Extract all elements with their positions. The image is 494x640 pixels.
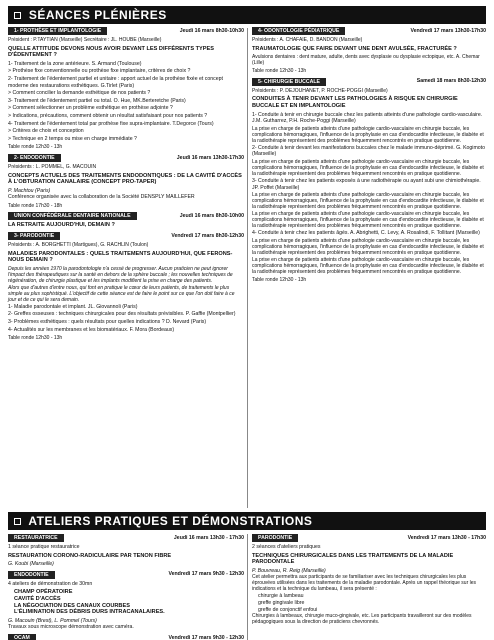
list-item: 1- Conduite à tenir en chirurgie buccale chez les patients atteints d'une pathologie cardio-vasculaire. J.M. Gutharrez, P.H. Roche-Poggi (Marseille)	[252, 111, 483, 125]
left-column	[8, 27, 244, 345]
list-item: > Indications, précautions, comment obtenir un résultat satisfaisant pour nos patients ?	[8, 112, 208, 119]
session-date: Vendredi 17 mars 13h30-17h30	[410, 27, 486, 34]
session-date: Jeudi 16 mars 13h30 - 17h30	[173, 534, 244, 541]
session-author: P. Bouvreau, R. Reig (Marseille)	[252, 567, 326, 574]
session-label: ENDODONTIE	[8, 571, 55, 579]
session-title: CONCEPTS ACTUELS DES TRAITEMENTS ENDODONTIQUES : DE LA CAVITÉ D'ACCÈS À L'OBTURATION CANALAIRE (CONCEPT PRO-TAPER)	[8, 172, 242, 186]
session-date: Vendredi 17 mars 13h30 - 17h30	[407, 534, 486, 541]
session-chirurgie-buccale	[252, 78, 486, 284]
session-paragraph: La prise en charge de patients atteints d'une pathologie cardio-vasculaire en chirurgie buccale, les complications hémorragiques, l'influence de la prophylaxie en cas d'endocardite infectieuse, le diabète et la radiothérapie représentent des problèmes fréquemment rencontrés en pratique quotidienne.	[252, 211, 484, 230]
session-title: MALADIES PARODONTALES : QUELS TRAITEMENTS AUJOURD'HUI, QUE FERONS-NOUS DEMAIN ?	[8, 250, 233, 264]
session-title: TECHNIQUES CHIRURGICALES DANS LES TRAITEMENTS DE LA MALADIE PARODONTALE	[252, 552, 454, 566]
column-divider	[247, 28, 248, 508]
atelier-restauratrice	[8, 534, 244, 568]
list-item: 4- Traitement de l'édentement total par prothèse fixe supra-implantaire. T.Degorce (Tours)	[8, 120, 214, 127]
session-paragraph: La prise en charge de patients atteints d'une pathologie cardio-vasculaire en chirurgie buccale, les complications hémorragiques, l'influence de la prophylaxie en cas d'endocardite infectieuse, le diabète et la radiothérapie représentent des problèmes fréquemment rencontrés en pratique quotidienne.	[252, 256, 484, 275]
session-author: P. Machtou (Paris)	[8, 187, 51, 194]
list-item: 3- Problèmes esthétiques : quels résultats pour quelles indications ? D. Nevard (Paris)	[8, 319, 207, 326]
session-paragraph: Depuis les années 1970 la parodontologie n'a cessé de progresser. Aucun praticien ne peut ignorer l'impact des thérapeutiques sur la santé en dehors de la sphère buccale ; les nouvelles techniques de régénération, de chirurgie plastique et les implants modifient la prise en charge des patients.	[8, 265, 233, 284]
list-item: 1- Maladie parodontale et implant. JL. Giovannoli (Paris)	[8, 303, 138, 310]
session-author: G. Macouin (Brest), L. Pommel (Tours)	[8, 617, 97, 624]
session-note: Conférence organisée avec la collaboration de la Société DENSPLY MAILLEFER	[8, 194, 195, 201]
session-paragraph: Cet atelier permettra aux participants de se familiariser avec les techniques chirurgicales les plus éprouvées utilisées dans les traitements de la maladie parodontale. Après un rappel théorique sur les indications et la technique du lambeau, il sera présenté :	[252, 574, 477, 593]
section-banner-ateliers	[8, 512, 486, 530]
session-line: 4 ateliers de démonstration de 30mn	[8, 580, 93, 587]
table-ronde: Table ronde 12h30 - 13h	[252, 276, 307, 283]
column-divider	[247, 534, 248, 640]
atelier-endodontie	[8, 571, 244, 631]
session-paragraph: La prise en charge de patients atteints d'une pathologie cardio-vasculaire en chirurgie buccale, les complications hémorragiques, l'influence de la prophylaxie en cas d'endocardite infectieuse, le diabète et la radiothérapie représentent des problèmes fréquemment rencontrés en pratique quotidienne.	[252, 158, 484, 177]
banner-title: SÉANCES PLÉNIÈRES	[28, 8, 167, 22]
session-line: 2 séances d'ateliers pratiques	[252, 544, 321, 550]
session-note: Travaux sous microscope démonstration avec caméra.	[8, 624, 134, 631]
list-item: > Prothèse fixe conventionnelle ou prothèse fixe implantaire, critères de choix ?	[8, 68, 191, 75]
list-item: 3- Traitement de l'édentement partiel ou total. O. Hue, MK.Berteretche (Paris)	[8, 97, 186, 104]
bottom-right-column	[252, 534, 486, 628]
session-chairs: Présidents : P. DEJOUHANET, P. ROCHE-POGGI (Marseille)	[252, 87, 388, 94]
session-title: RESTAURATION CORONO-RADICULAIRE PAR TENON FIBRE	[8, 552, 172, 559]
session-date: Vendredi 17 mars 9h30 - 12h30	[168, 571, 244, 578]
session-endodontie	[8, 154, 244, 210]
session-date: Samedi 18 mars 8h30-12h30	[416, 78, 486, 85]
session-paragraph: Avulsions dentaires : dent mature, adulte, dents avec dysplasie ou dysplasie ectopique, etc. A. Chemar (Lille)	[252, 54, 480, 67]
session-note: Chirurgies à lambeaux, chirurgie muco-gingivale, etc. Les participants travailleront sur des modèles pédagogiques sous la direction de praticiens chevronnés.	[252, 613, 472, 626]
session-paragraph: La prise en charge de patients atteints d'une pathologie cardio-vasculaire en chirurgie buccale, les complications hémorragiques, l'influence de la prophylaxie en cas d'endocardite infectieuse, le diabète et la radiothérapie représentent des problèmes fréquemment rencontrés en pratique quotidienne.	[252, 192, 484, 211]
session-line: 1 séance pratique restauratrice	[8, 544, 80, 550]
section-banner-plenary	[8, 6, 486, 24]
session-label: RESTAURATRICE	[8, 534, 64, 542]
session-date: Jeudi 16 mars 8h30-10h30	[179, 27, 244, 34]
session-date: Vendredi 17 mars 8h30-12h30	[171, 232, 244, 239]
session-chairs: Présidents : A. CHAFAIE, D. BANDON (Marseille)	[252, 37, 363, 43]
bottom-left-column	[8, 534, 244, 640]
table-ronde: Table ronde 12h30 - 13h	[8, 144, 63, 151]
session-label: UNION CONFÉDÉRALE DENTAIRE NATIONALE	[8, 212, 137, 220]
session-chairs: Présidents : A. BORGHETTI (Martigues), G. RACHLIN (Toulon)	[8, 242, 149, 249]
session-paragraph: La prise en charge de patients atteints d'une pathologie cardio-vasculaire en chirurgie buccale, les complications hémorragiques, l'influence de la prophylaxie en cas d'endocardite infectieuse, le diabète et la radiothérapie représentent des problèmes fréquemment rencontrés en pratique quotidienne.	[252, 125, 484, 144]
list-item: greffe gingivale libre	[258, 599, 305, 606]
atelier-ocam	[8, 634, 244, 640]
session-paragraph: La prise en charge de patients atteints d'une pathologie cardio-vasculaire en chirurgie buccale, les complications hémorragiques, l'influence de la prophylaxie en cas d'endocardite infectieuse, le diabète et la radiothérapie représentent des problèmes fréquemment rencontrés en pratique quotidienne.	[252, 237, 484, 256]
square-bullet-icon	[14, 518, 21, 525]
session-title: QUELLE ATTITUDE DEVONS NOUS AVOIR DEVANT LES DIFFÉRENTS TYPES D'ÉDENTEMENT ?	[8, 45, 214, 59]
list-item: > Critères de choix et conception	[8, 128, 84, 135]
list-item: 4- Actualités sur les membranes et les biomatériaux. F. Mora (Bordeaux)	[8, 326, 175, 333]
session-date: Jeudi 16 mars 8h30-10h00	[179, 213, 244, 220]
table-ronde: Table ronde 17h30 - 18h	[8, 202, 63, 209]
session-parodontie	[8, 232, 244, 342]
session-title: CONDUITES À TENIR DEVANT LES PATHOLOGIES À RISQUE EN CHIRURGIE BUCCALE ET EN IMPLANTOLOGIE	[252, 96, 458, 109]
list-item: CAVITÉ D'ACCÈS	[14, 595, 61, 602]
list-item: > Comment concilier la demande esthétique de nos patients ?	[8, 90, 151, 97]
session-label: 2- ENDODONTIE	[8, 154, 61, 162]
session-label: 3- PARODONTIE	[8, 232, 60, 240]
session-chairs: Président : P.TAYTIAN (Marseille) Secrétaire : JL. HOUBE (Marseille)	[8, 37, 162, 43]
session-date: Vendredi 17 mars 9h30 - 12h30	[168, 634, 244, 640]
session-prothese	[8, 27, 244, 151]
session-paragraph: Alors que d'autres d'entre nous, qui font en pratique le cœur de leurs patients, de traitements le plus simple au plus sophistiqué. L'objectif de cette séance est de faire le point sur ce que l'on doit faire à ce jour et de ce qui le sera demain.	[8, 284, 235, 303]
session-title: TRAUMATOLOGIE QUE FAIRE DEVANT UNE DENT AVULSÉE, FRACTURÉE ?	[252, 45, 457, 52]
list-item: L'ÉLIMINATION DES DÉBRIS DURS INTRACANALAIRES.	[14, 609, 165, 616]
session-label: OCAM	[8, 634, 36, 640]
session-ucdn	[8, 212, 244, 229]
right-column	[252, 27, 486, 286]
session-title: LA RETRAITE AUJOURD'HUI, DEMAIN ?	[8, 222, 115, 229]
list-item: 2- Greffes osseuses : techniques chirurgicales pour des résultats prévisibles. P. Gaffie (Montpellier)	[8, 311, 236, 318]
list-item: 3- Conduite à tenir chez les patients exposés à une radiothérapie ou ayant subi une chimiothérapie. JP. Poffet (Marseille)	[252, 177, 481, 191]
table-ronde: Table ronde 12h30 - 13h	[252, 68, 307, 75]
list-item: greffe de conjonctif enfoui	[258, 606, 318, 613]
list-item: > Technique en 2 temps ou mise en charge immédiate ?	[8, 135, 137, 142]
session-odontologie-pediatrique	[252, 27, 486, 75]
banner-title: ATELIERS PRATIQUES ET DÉMONSTRATIONS	[28, 514, 313, 528]
list-item: CHAMP OPÉRATOIRE	[14, 589, 73, 596]
table-ronde: Table ronde 12h30 - 13h	[8, 335, 63, 342]
list-item: 4- Conduite à tenir chez les patients âgés. A. Abrighetti, C. Levy, A. Rosalindi, F. Tollitant (Marseille)	[252, 230, 480, 237]
list-item: LA NÉGOCIATION DES CANAUX COURBES	[14, 602, 130, 609]
session-chairs: Présidents : L. POMMEL, G. MACOUIN	[8, 163, 97, 170]
atelier-parodontie	[252, 534, 486, 625]
list-item: > Comment sélectionner un problème esthétique en prothèse adjointe ?	[8, 105, 173, 112]
session-author: G. Koubi (Marseille)	[8, 561, 54, 568]
session-label: 5- CHIRURGIE BUCCALE	[252, 78, 326, 86]
list-item: chirurgie à lambeau	[258, 593, 304, 600]
square-bullet-icon	[14, 12, 21, 19]
list-item: 1- Traitement de la zone antérieure. S. Armand (Toulouse)	[8, 60, 142, 67]
session-label: 4- ODONTOLOGIE PÉDIATRIQUE	[252, 27, 345, 35]
session-date: Jeudi 16 mars 13h30-17h30	[176, 154, 244, 161]
session-label: 1- PROTHÈSE ET IMPLANTOLOGIE	[8, 27, 107, 35]
list-item: 2- Traitement de l'édentement partiel et unitaire : apport actuel de la prothèse fixée et concept moderne des restaurations esthétiques. G.Tirlet (Paris)	[8, 75, 223, 89]
session-label: PARODONTIE	[252, 534, 298, 542]
list-item: 2- Conduite à tenir devant les manifestations buccales chez le malade immuno-déprimé. G. Kogimoto (Marseille)	[252, 144, 485, 158]
